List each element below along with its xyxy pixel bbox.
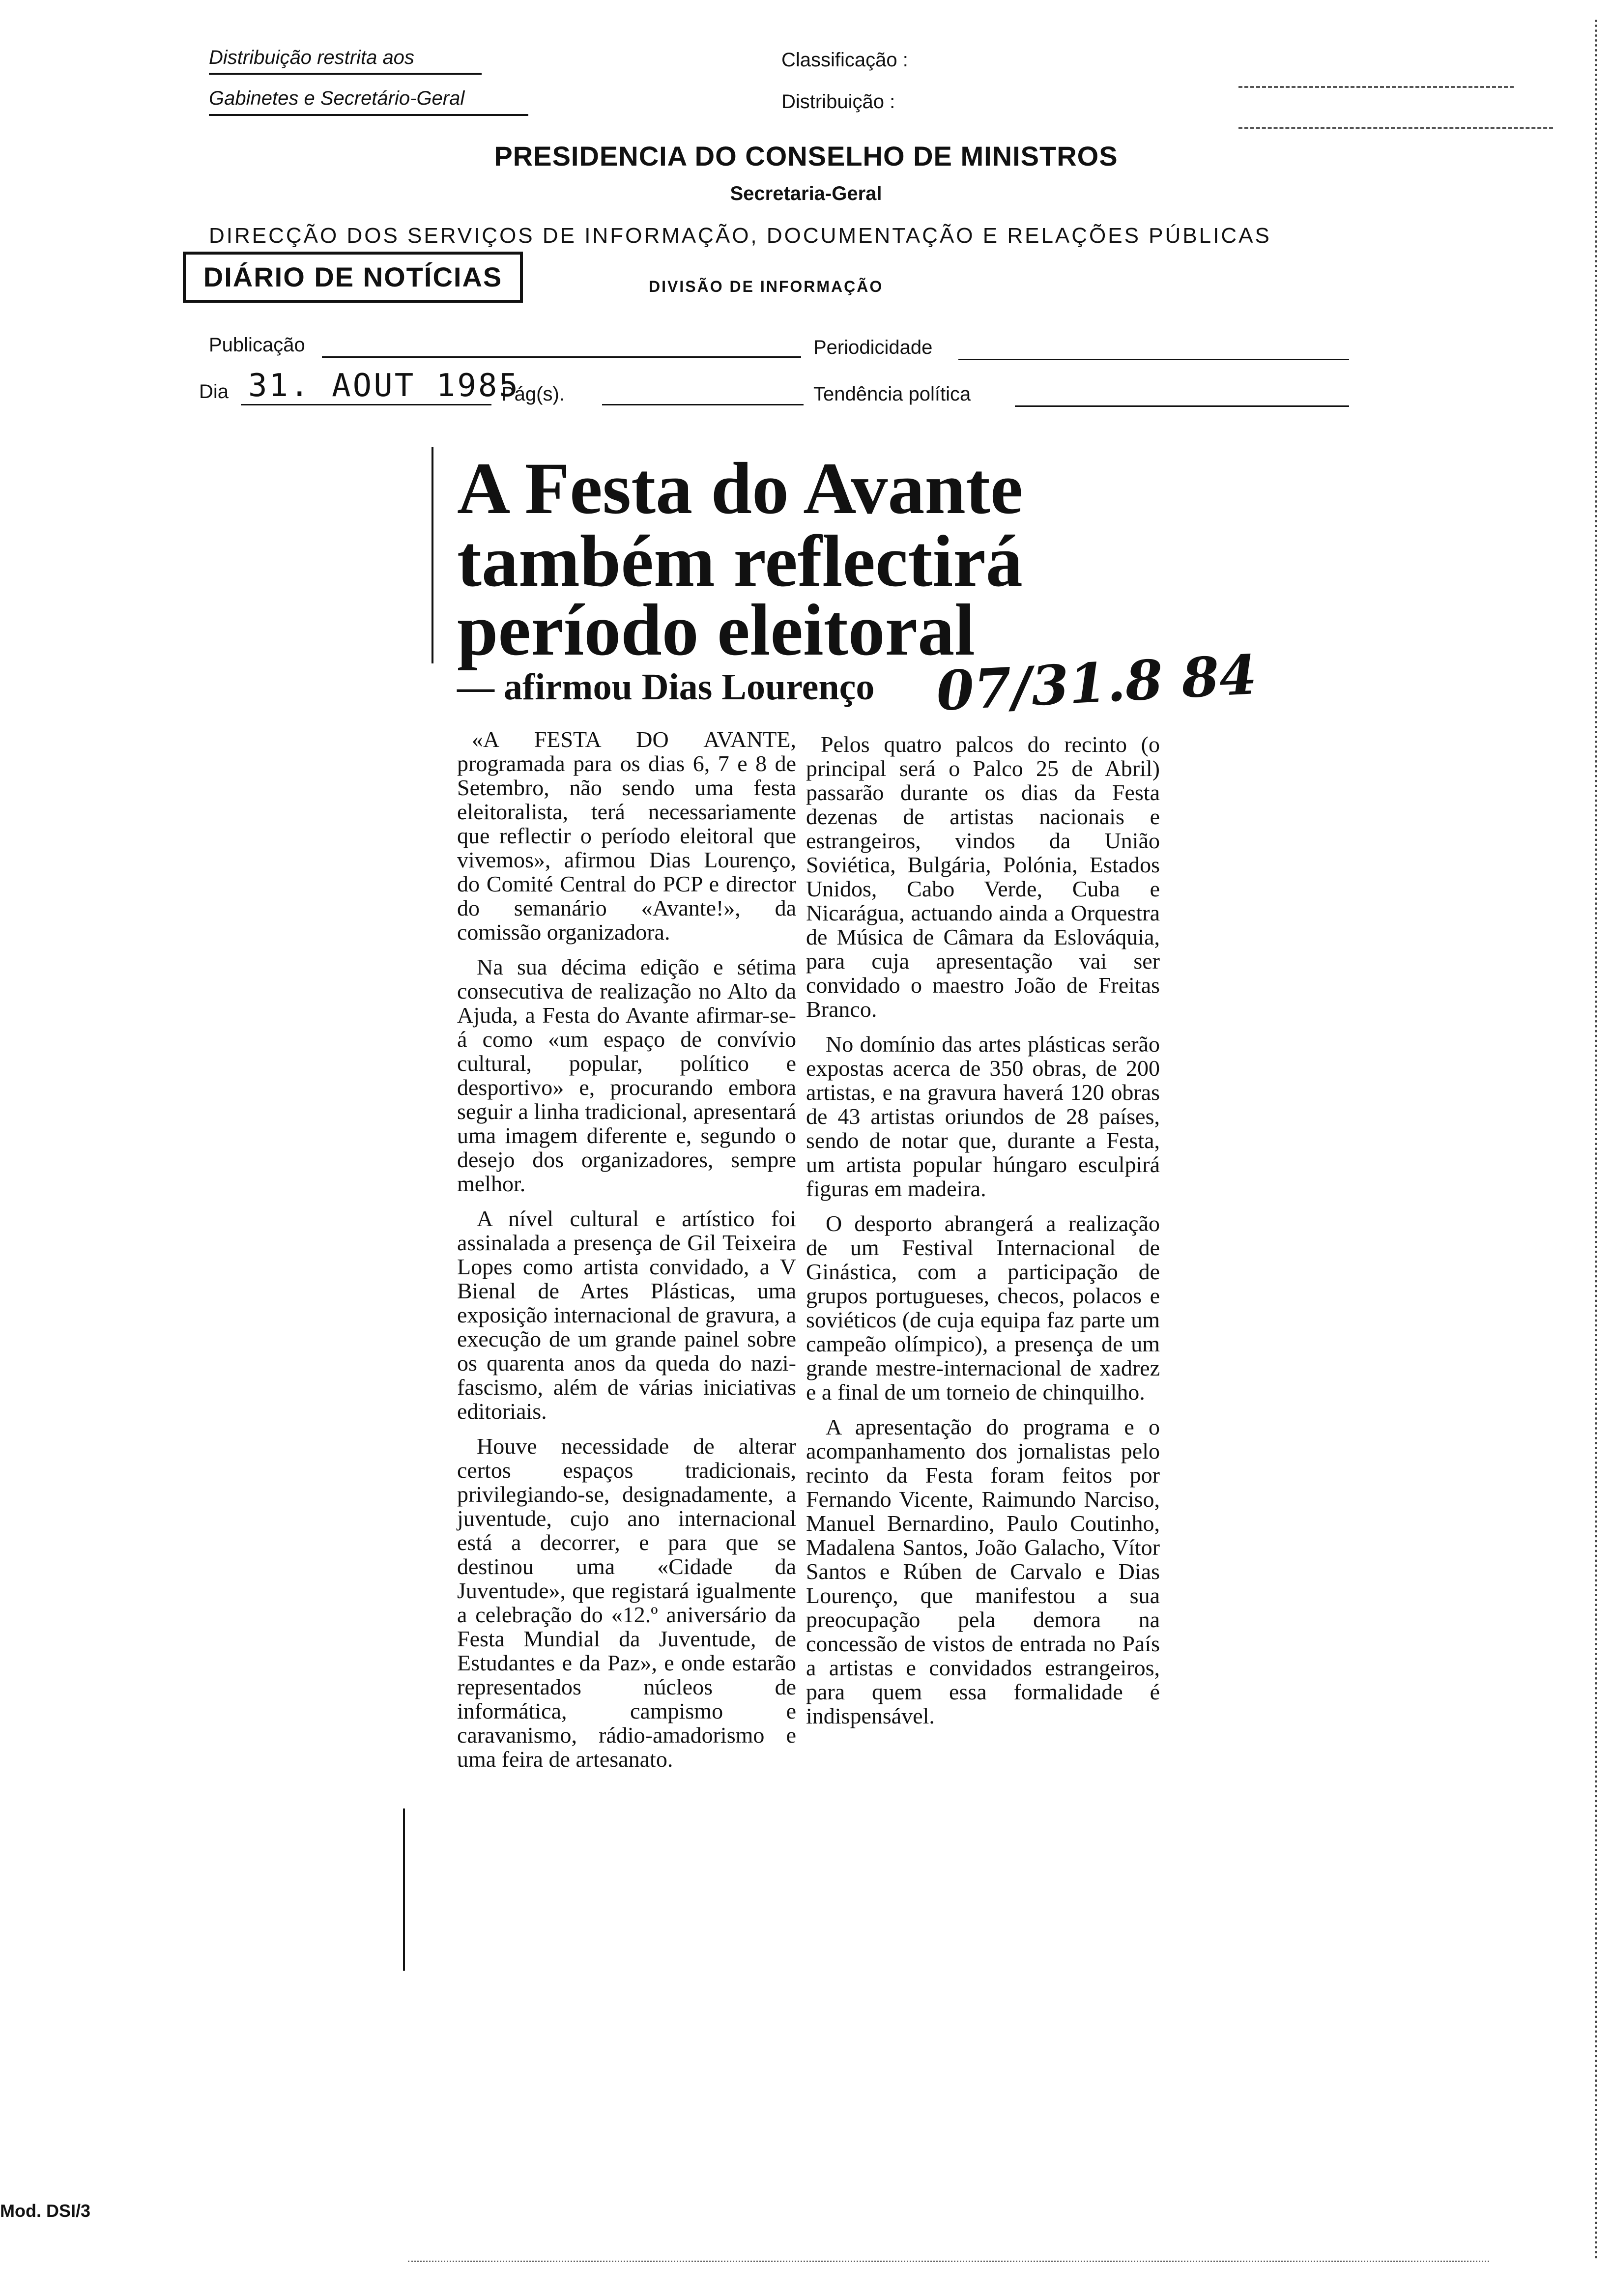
handwritten-note: 07/31.8 84 xyxy=(935,643,1259,723)
classificacao-line xyxy=(1238,86,1514,88)
classificacao-label: Classificação : xyxy=(781,49,908,71)
article-paragraph: Pelos quatro palcos do recinto (o principal será o Palco 25 de Abril) passarão durante os dias da Festa dezenas de artistas nacionais e estrangeiros, vindos da União Soviética, Bulgária, Polónia, Estados Unidos, Cabo Verde, Cuba e Nicarágua, actuando ainda a Orquestra de Música de Câmara da Eslováquia, para cuja apresentação vai ser convidado o maestro João de Freitas Branco. xyxy=(806,732,1160,1022)
distribution-notice-line2: Gabinetes e Secretário-Geral xyxy=(209,87,465,109)
secretaria-geral: Secretaria-Geral xyxy=(730,183,882,204)
scan-edge xyxy=(1590,20,1597,2261)
distribution-notice-line1: Distribuição restrita aos xyxy=(209,47,414,68)
publicacao-line xyxy=(322,356,801,358)
scan-edge xyxy=(408,2261,1489,2262)
article-paragraph: No domínio das artes plásticas serão expostas acerca de 350 obras, de 200 artistas, e na gravura haverá 120 obras de 43 artistas oriundos de 28 países, sendo de notar que, durante a Festa, um artista popular húngaro esculpirá figuras em madeira. xyxy=(806,1032,1160,1201)
pags-label: Pág(s). xyxy=(501,383,565,405)
dia-value: 31. AOUT 1985 xyxy=(248,368,520,404)
article-paragraph: Na sua décima edição e sétima consecutiva de realização no Alto da Ajuda, a Festa do Avante afirmar-se-á como «um espaço de convívio cultural, popular, político e desportivo» e, procurando embora seguir a linha tradicional, apresentará uma imagem diferente e, segundo o desejo dos organizadores, sempre melhor. xyxy=(457,954,796,1196)
article-paragraph: O desporto abrangerá a realização de um Festival Internacional de Ginástica, com a participação de grupos portugueses, checos, polacos e soviéticos (de cuja equipa faz parte um campeão olímpico), a presença de um grande mestre-internacional de xadrez e a final de um torneio de chinquilho. xyxy=(806,1211,1160,1405)
distribuicao-label: Distribuição : xyxy=(781,91,895,113)
article-paragraph: «A FESTA DO AVANTE, programada para os dias 6, 7 e 8 de Setembro, não sendo uma festa eleitoralista, terá necessariamente que reflectir o período eleitoral que vivemos», afirmou Dias Lourenço, do Comité Central do PCP e director do semanário «Avante!», da comissão organizadora. xyxy=(457,727,796,945)
direccao-servicos: DIRECÇÃO DOS SERVIÇOS DE INFORMAÇÃO, DOCUMENTAÇÃO E RELAÇÕES PÚBLICAS xyxy=(209,224,1271,248)
publicacao-label: Publicação xyxy=(209,334,305,356)
dia-label: Dia xyxy=(199,381,229,402)
article-paragraph: Houve necessidade de alterar certos espaços tradicionais, privilegiando-se, designadamente, a juventude, cujo ano internacional está a decorrer, e para que se destinou uma «Cidade da Juventude», que registará igualmente a celebração do «12.º aniversário da Festa Mundial da Juventude, de Estudantes e da Paz», e onde estarão representados núcleos de informática, campismo e caravanismo, rádio-amadorismo e uma feira de artesanato. xyxy=(457,1434,796,1772)
divider xyxy=(209,73,482,75)
periodicidade-line xyxy=(958,359,1349,360)
divider xyxy=(209,114,528,116)
headline-line1: A Festa do Avante xyxy=(457,448,1023,529)
clipping-edge xyxy=(403,1808,405,1971)
dia-line xyxy=(241,404,491,405)
article-paragraph: A nível cultural e artístico foi assinalada a presença de Gil Teixeira Lopes como artista convidado, a V Bienal de Artes Plásticas, uma exposição internacional de gravura, a execução de um grande painel sobre os quarenta anos da queda do nazi-fascismo, além de várias iniciativas editoriais. xyxy=(457,1206,796,1424)
periodicidade-label: Periodicidade xyxy=(813,337,933,358)
form-model-code: Mod. DSI/3 xyxy=(0,2201,91,2221)
headline-line3: período eleitoral xyxy=(457,589,975,671)
presidencia-title: PRESIDENCIA DO CONSELHO DE MINISTROS xyxy=(494,141,1118,172)
article-column-2 xyxy=(806,732,1160,1739)
distribuicao-line xyxy=(1238,127,1553,129)
tendencia-label: Tendência política xyxy=(813,383,971,405)
tendencia-line xyxy=(1015,405,1349,407)
divisao-informacao: DIVISÃO DE INFORMAÇÃO xyxy=(649,278,884,295)
subheadline: — afirmou Dias Lourenço xyxy=(457,666,875,708)
newspaper-stamp: DIÁRIO DE NOTÍCIAS xyxy=(183,252,523,303)
headline-line2: também reflectirá xyxy=(457,520,1023,602)
clipping-edge xyxy=(432,447,433,663)
article-paragraph: A apresentação do programa e o acompanhamento dos jornalistas pelo recinto da Festa foram feitos por Fernando Vicente, Raimundo Narciso, Manuel Bernardino, Paulo Coutinho, Madalena Santos, João Galacho, Vítor Santos e Rúben de Carvalo e Dias Lourenço, que manifestou a sua preocupação pela demora na concessão de vistos de entrada no País a artistas e convidados estrangeiros, para quem essa formalidade é indispensável. xyxy=(806,1414,1160,1728)
article-column-1 xyxy=(457,727,796,1782)
pags-line xyxy=(602,404,804,405)
